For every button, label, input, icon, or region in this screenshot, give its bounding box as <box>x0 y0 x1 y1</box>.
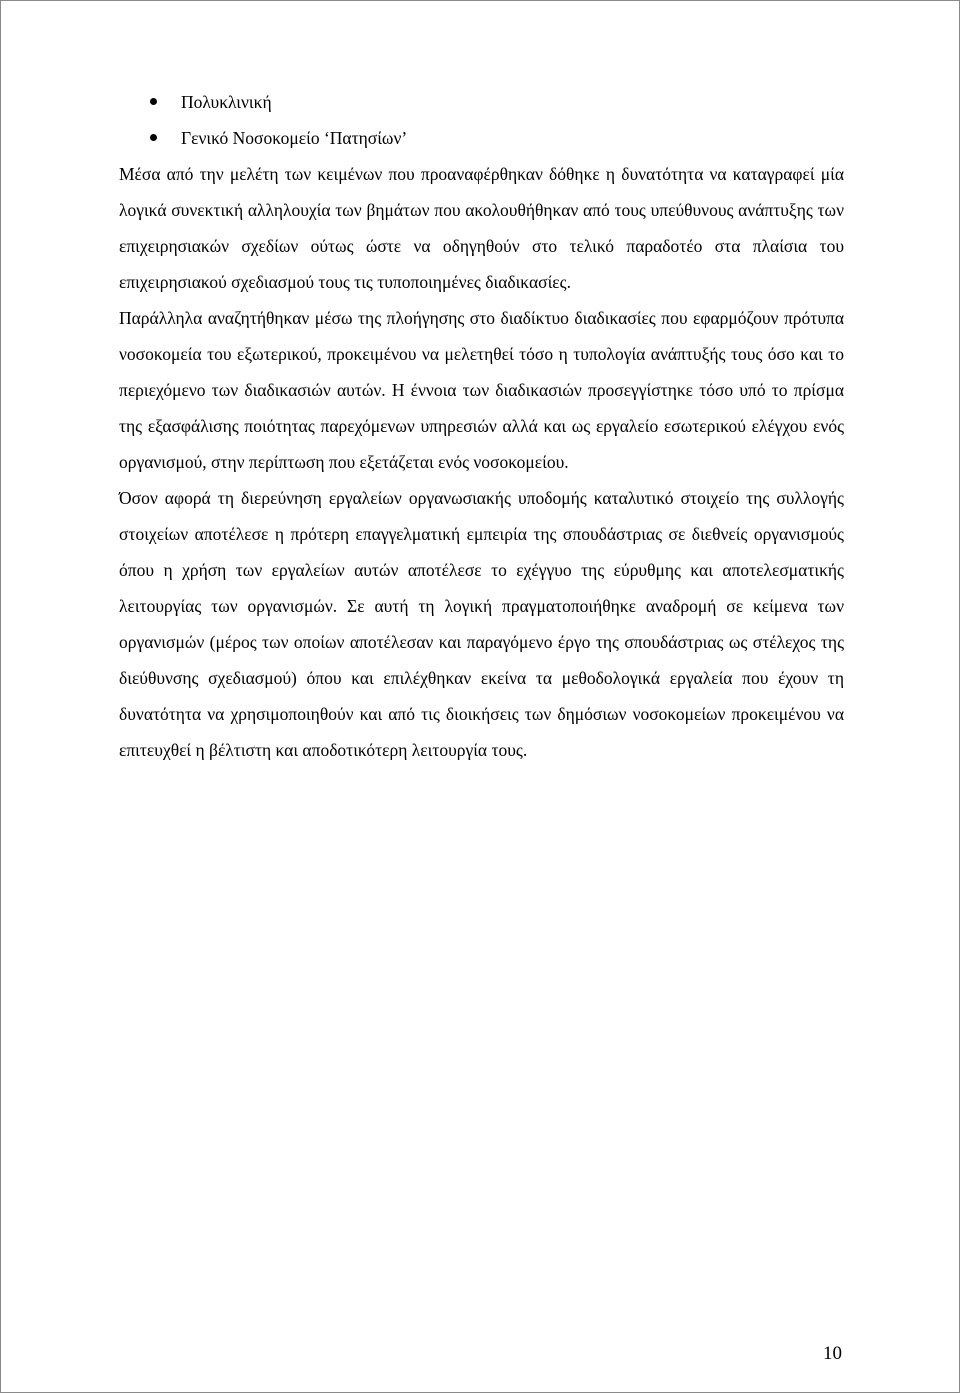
paragraph-organizational-tools: Όσον αφορά τη διερεύνηση εργαλείων οργανωσιακής υποδομής καταλυτικό στοιχείο της συλλογής στοιχείων αποτέλεσε η πρότερη επαγγελματική εμπειρία της σπουδάστριας σε διεθνείς οργανισμούς όπου η χρήση των εργαλείων αυτών αποτέλεσε το εχέγγυο της εύρυθμης και αποτελεσματικής λειτουργίας των οργανισμών. Σε αυτή τη λογική πραγματοποιήθηκε αναδρομή σε κείμενα των οργανισμών (μέρος των οποίων αποτέλεσαν και παραγόμενο έργο της σπουδάστριας ως στέλεχος της διεύθυνσης σχεδιασμού) όπου και επιλέχθηκαν εκείνα τα μεθοδολογικά εργαλεία που έχουν τη δυνατότητα να χρησιμοποιηθούν και από τις διοικήσεις των δημόσιων νοσοκομείων προκειμένου να επιτευχθεί η βέλτιστη και αποδοτικότερη λειτουργία τους. <box>119 488 844 760</box>
list-item-text: Πολυκλινική <box>181 92 272 112</box>
list-item-text: Γενικό Νοσοκομείο ‘Πατησίων’ <box>181 128 408 148</box>
page-number: 10 <box>823 1343 842 1364</box>
list-item <box>119 84 844 120</box>
bullet-icon <box>150 134 157 141</box>
bullet-list <box>119 84 844 156</box>
bullet-icon <box>150 98 157 105</box>
paragraph-internet-research: Παράλληλα αναζητήθηκαν μέσω της πλοήγησης στο διαδίκτυο διαδικασίες που εφαρμόζουν πρότυπα νοσοκομεία του εξωτερικού, προκειμένου να μελετηθεί τόσο η τυπολογία ανάπτυξής τους όσο και το περιεχόμενο των διαδικασιών αυτών. Η έννοια των διαδικασιών προσεγγίστηκε τόσο υπό το πρίσμα της εξασφάλισης ποιότητας παρεχόμενων υπηρεσιών αλλά και ως εργαλείο εσωτερικού ελέγχου ενός οργανισμού, στην περίπτωση που εξετάζεται ενός νοσοκομείου. <box>119 308 844 472</box>
paragraph-methodology: Μέσα από την μελέτη των κειμένων που προαναφέρθηκαν δόθηκε η δυνατότητα να καταγραφεί μία λογικά συνεκτική αλληλουχία των βημάτων που ακολουθήθηκαν από τους υπεύθυνους ανάπτυξης των επιχειρησιακών σχεδίων ούτως ώστε να οδηγηθούν στο τελικό παραδοτέο στα πλαίσια του επιχειρησιακού σχεδιασμού τους τις τυποποιημένες διαδικασίες. <box>119 164 844 292</box>
list-item <box>119 120 844 156</box>
page-content <box>119 84 844 768</box>
